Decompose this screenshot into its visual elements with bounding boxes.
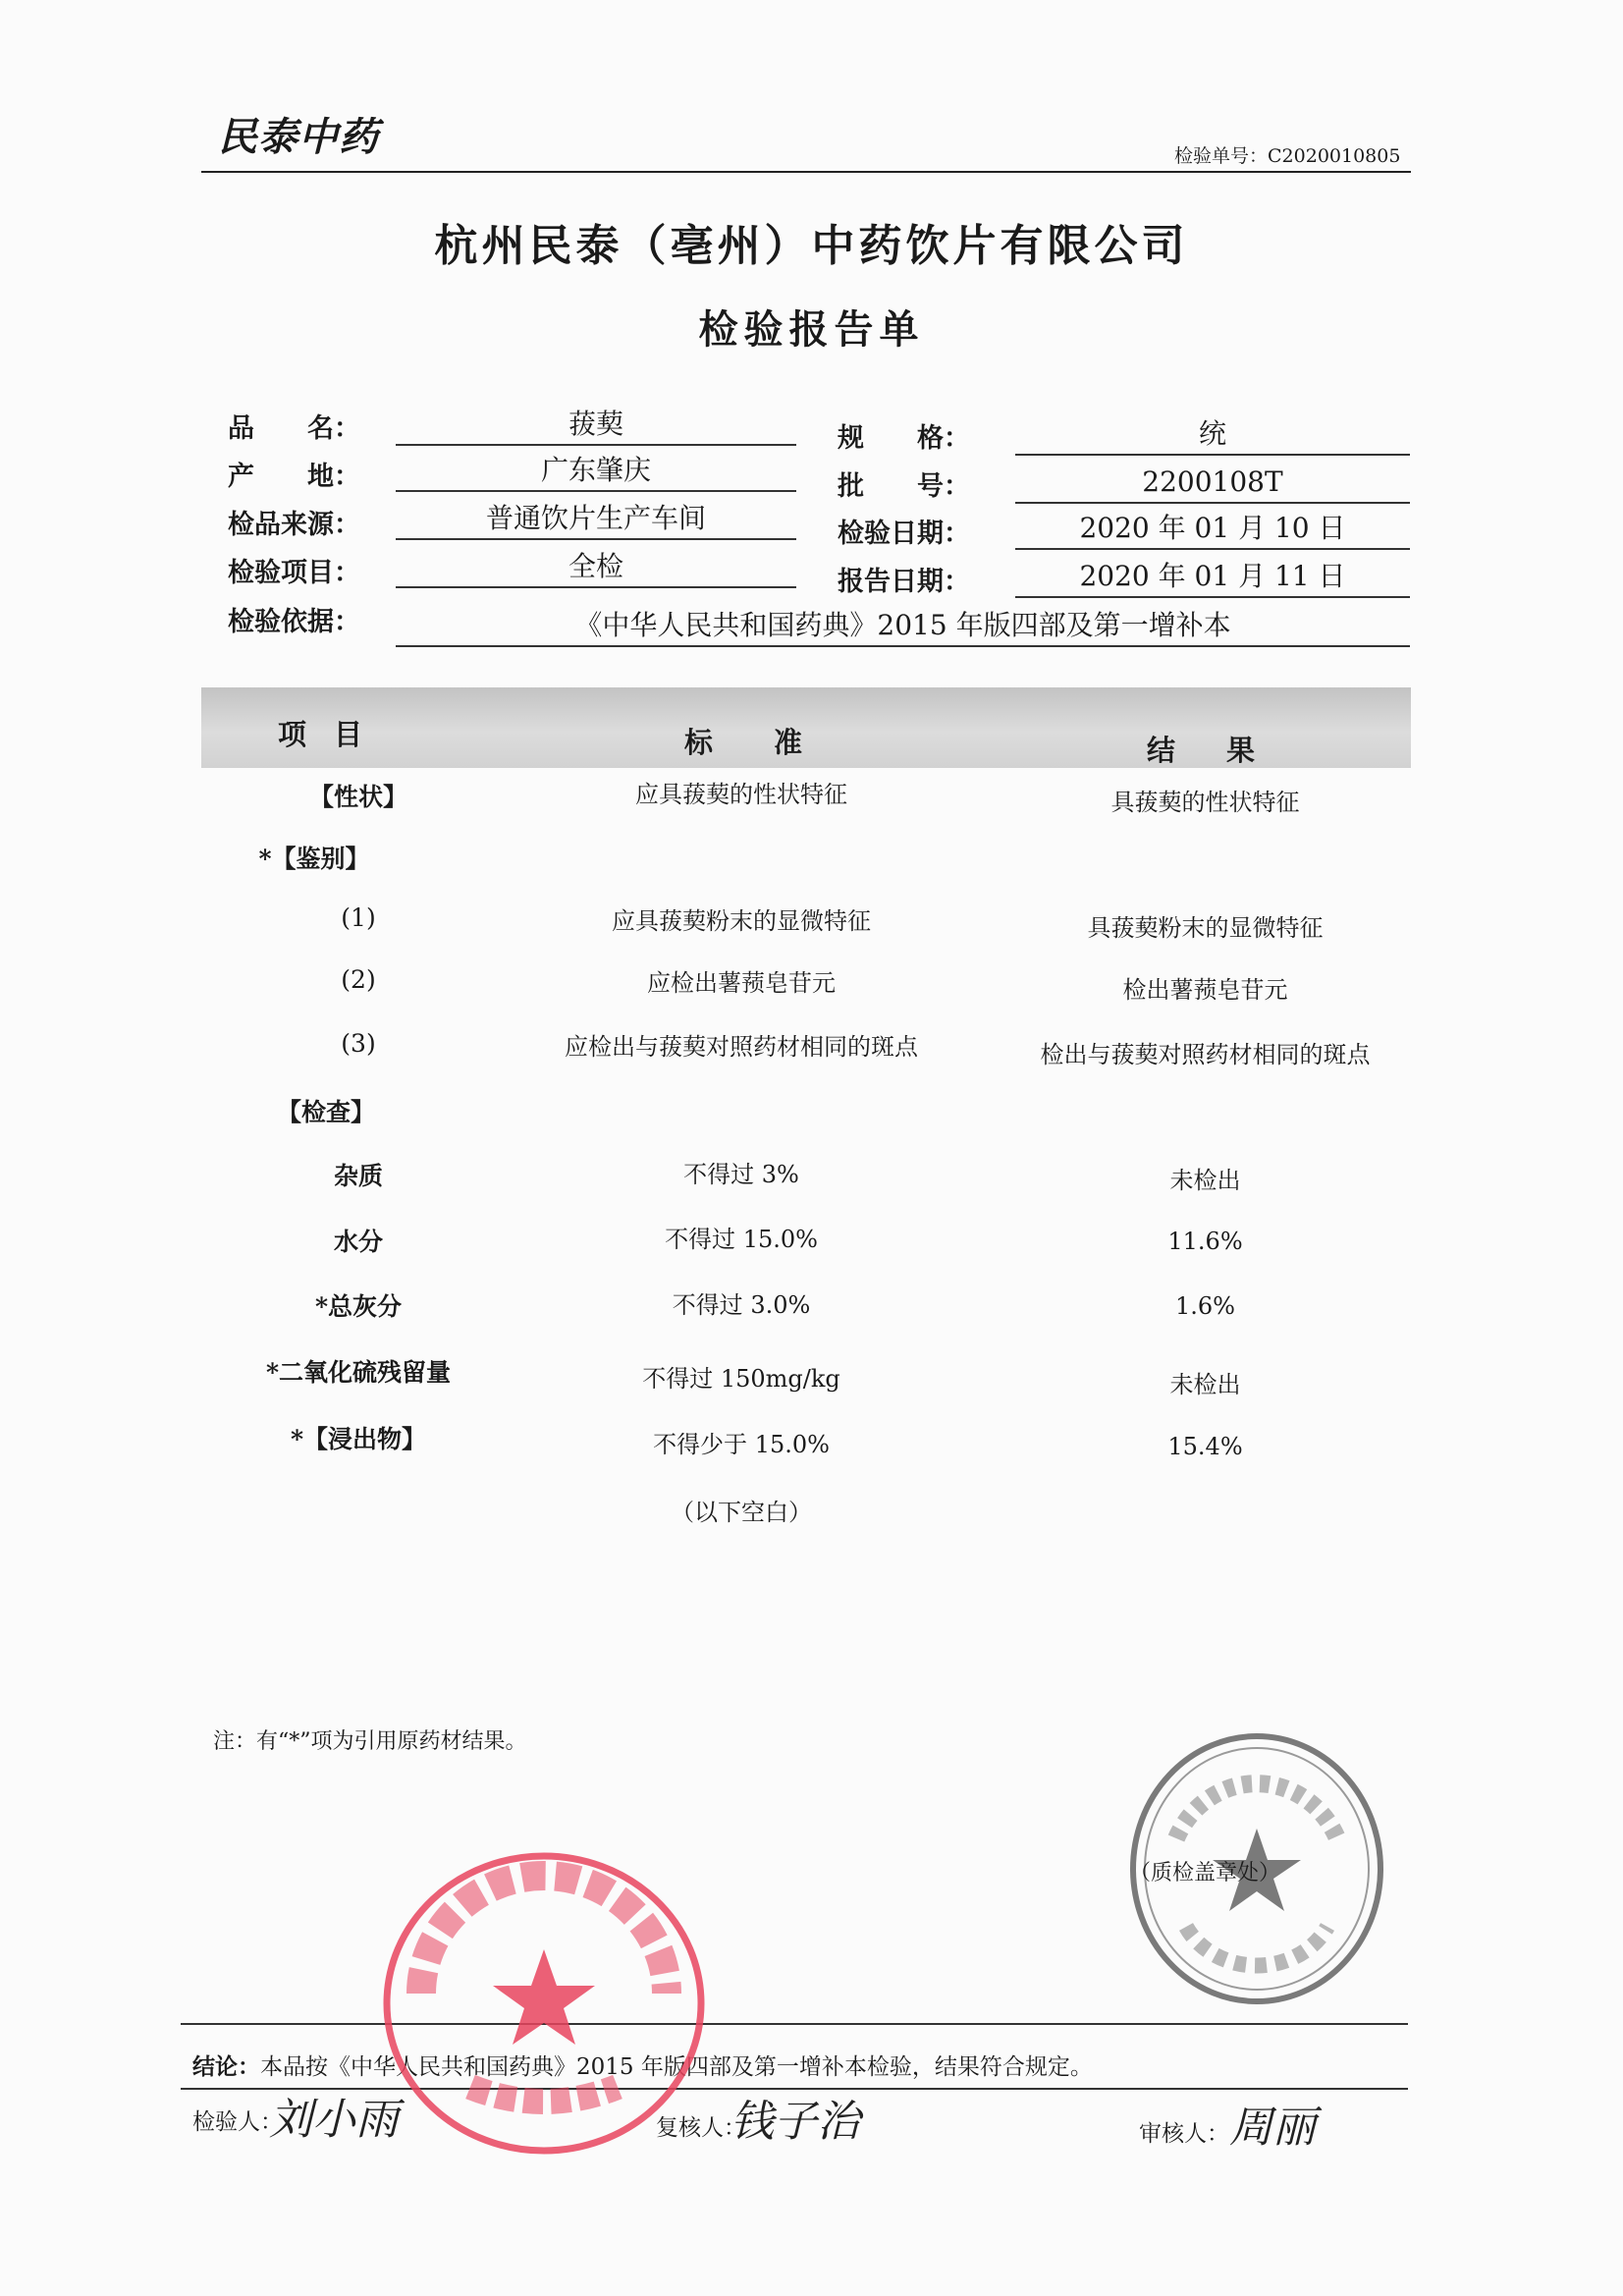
table-row: *二氧化硫残留量 — [265, 1358, 452, 1387]
report-date-label: 报告日期： — [838, 567, 970, 597]
origin-value: 广东肇庆 — [396, 455, 796, 492]
table-cell-result: 未检出 — [1169, 1167, 1241, 1194]
table-row: 【性状】 — [308, 783, 407, 811]
table-row: 【检查】 — [276, 1098, 375, 1126]
table-row: (1) — [341, 903, 376, 932]
table-cell-standard: 应具菝葜粉末的显微特征 — [612, 907, 871, 935]
conclusion-top-divider — [181, 2023, 1408, 2025]
table-row: 水分 — [333, 1228, 383, 1256]
product-name-label: 品 名： — [228, 413, 360, 444]
table-cell-result: 未检出 — [1169, 1371, 1241, 1398]
table-row: 杂质 — [333, 1162, 383, 1190]
spec-value: 统 — [1015, 418, 1410, 456]
table-header-standard: 标准 — [684, 726, 864, 759]
company-logo: 民泰中药 — [218, 115, 379, 160]
batch-value: 2200108T — [1015, 466, 1410, 504]
blank-note: （以下空白） — [671, 1499, 812, 1526]
report-number-label: 检验单号： — [1174, 145, 1269, 167]
batch-label: 批 号： — [838, 471, 970, 502]
table-cell-standard: 应具菝葜的性状特征 — [635, 781, 847, 808]
report-number-value: C2020010805 — [1268, 145, 1401, 167]
table-row: (3) — [341, 1029, 376, 1058]
conclusion-text: 本品按《中华人民共和国药典》2015 年版四部及第一增补本检验，结果符合规定。 — [260, 2054, 1093, 2080]
table-row: *【浸出物】 — [290, 1425, 427, 1453]
table-cell-standard: 不得过 3.0% — [672, 1291, 811, 1319]
footnote: 注：有“*”项为引用原药材结果。 — [213, 1729, 527, 1754]
company-seal — [377, 1846, 711, 2160]
inspector-signature: 刘小雨 — [269, 2095, 399, 2145]
source-label: 检品来源： — [228, 510, 360, 540]
table-row: (2) — [341, 965, 376, 994]
report-number — [1174, 141, 1400, 168]
approver-signature: 周丽 — [1229, 2103, 1316, 2153]
report-date-value: 2020 年 01 月 11 日 — [1015, 561, 1410, 598]
conclusion-label: 结论： — [192, 2053, 260, 2080]
product-name-value: 菝葜 — [396, 409, 796, 446]
reviewer-signature: 钱子治 — [730, 2097, 860, 2147]
company-name: 杭州民泰（亳州）中药饮片有限公司 — [434, 221, 1189, 271]
table-cell-result: 15.4% — [1167, 1433, 1243, 1460]
table-header-item: 项目 — [278, 718, 391, 751]
test-date-label: 检验日期： — [838, 519, 970, 549]
test-date-value: 2020 年 01 月 10 日 — [1015, 513, 1410, 550]
table-cell-standard: 不得过 15.0% — [665, 1226, 818, 1253]
source-value: 普通饮片生产车间 — [396, 503, 796, 540]
spec-label: 规 格： — [838, 423, 970, 454]
table-cell-result: 检出与菝葜对照药材相同的斑点 — [1040, 1041, 1371, 1068]
test-item-value: 全检 — [396, 551, 796, 588]
document-title: 检验报告单 — [698, 306, 925, 353]
top-divider — [201, 171, 1411, 173]
test-item-label: 检验项目： — [228, 558, 360, 588]
approver-label: 审核人： — [1139, 2121, 1229, 2147]
reviewer-label: 复核人： — [656, 2115, 746, 2141]
table-cell-result: 1.6% — [1175, 1292, 1235, 1320]
qc-stamp-label: （质检盖章处） — [1129, 1861, 1281, 1886]
basis-value: 《中华人民共和国药典》2015 年版四部及第一增补本 — [396, 610, 1410, 647]
table-cell-standard: 不得过 3% — [683, 1161, 799, 1188]
table-row: *总灰分 — [314, 1292, 403, 1321]
table-cell-result: 11.6% — [1167, 1228, 1243, 1255]
table-cell-result: 具菝葜的性状特征 — [1110, 789, 1300, 816]
table-row: *【鉴别】 — [258, 845, 370, 873]
table-cell-result: 检出薯蓣皂苷元 — [1122, 976, 1288, 1004]
table-cell-standard: 应检出与菝葜对照药材相同的斑点 — [565, 1033, 918, 1061]
table-cell-standard: 不得过 150mg/kg — [642, 1365, 840, 1393]
basis-label: 检验依据： — [228, 607, 360, 637]
inspector-label: 检验人： — [192, 2109, 283, 2135]
table-cell-standard: 应检出薯蓣皂苷元 — [647, 969, 836, 997]
table-header-result: 结果 — [1147, 734, 1307, 767]
table-cell-result: 具菝葜粉末的显微特征 — [1087, 914, 1324, 942]
table-cell-standard: 不得少于 15.0% — [653, 1431, 830, 1458]
origin-label: 产 地： — [228, 462, 360, 492]
